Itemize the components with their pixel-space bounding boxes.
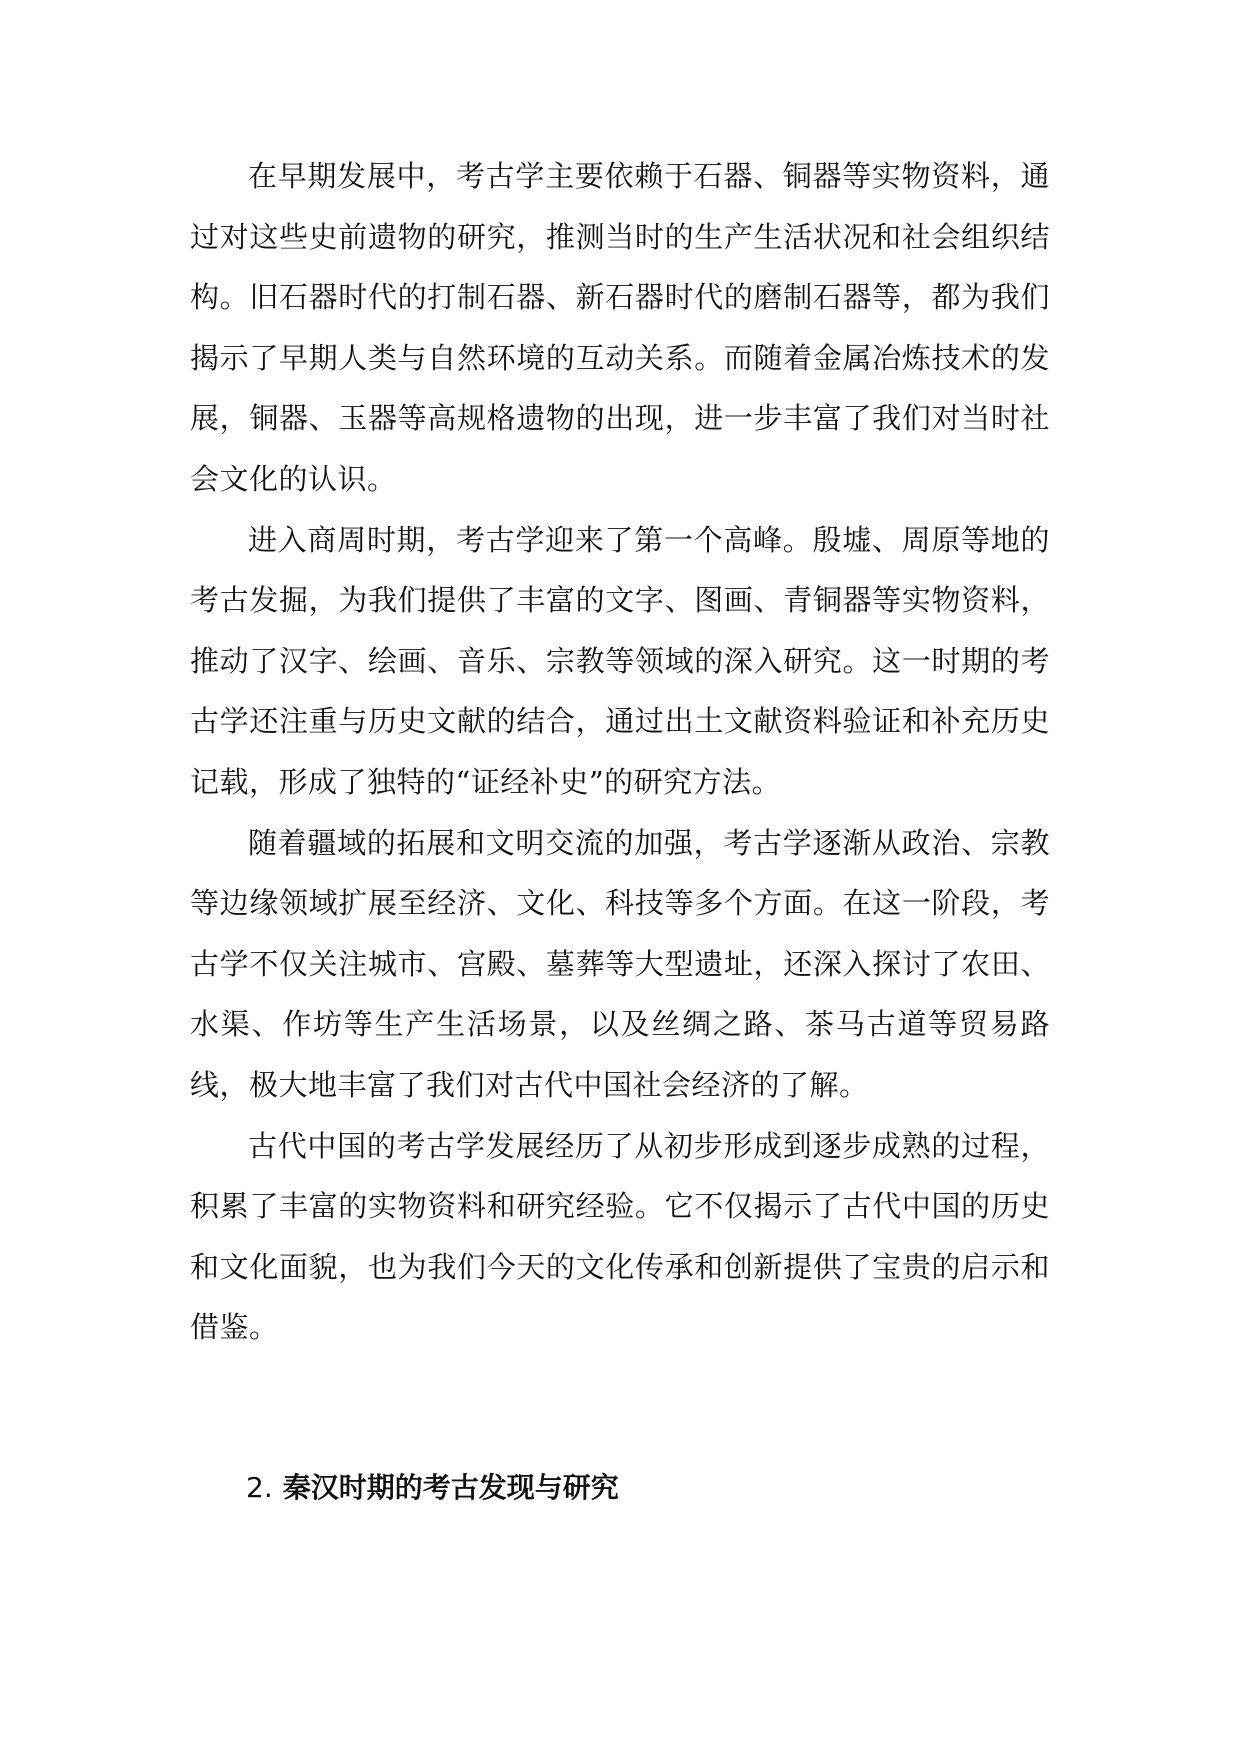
paragraph-shang-zhou: 进入商周时期，考古学迎来了第一个高峰。殷墟、周原等地的考古发掘，为我们提供了丰富的文字、图画、青铜器等实物资料，推动了汉字、绘画、音乐、宗教等领域的深入研究。这一时期的考古学还注重与历史文献的结合，通过出土文献资料验证和补充历史记载，形成了独特的“证经补史”的研究方法。 [190,522,1050,799]
paragraph-early-development: 在早期发展中，考古学主要依赖于石器、铜器等实物资料，通过对这些史前遗物的研究，推测当时的生产生活状况和社会组织结构。旧石器时代的打制石器、新石器时代的磨制石器等，都为我们揭示了早期人类与自然环境的互动关系。而随着金属冶炼技术的发展，铜器、玉器等高规格遗物的出现，进一步丰富了我们对当时社会文化的认识。 [190,159,1050,496]
section-title: 秦汉时期的考古发现与研究 [282,1471,619,1504]
section-heading [246,1468,619,1508]
section-number: 2. [246,1471,273,1504]
paragraph-territory-expansion: 随着疆域的拓展和文明交流的加强，考古学逐渐从政治、宗教等边缘领域扩展至经济、文化、科技等多个方面。在这一阶段，考古学不仅关注城市、宫殿、墓葬等大型遗址，还深入探讨了农田、水渠、作坊等生产生活场景，以及丝绸之路、茶马古道等贸易路线，极大地丰富了我们对古代中国社会经济的了解。 [190,825,1050,1102]
paragraph-summary: 古代中国的考古学发展经历了从初步形成到逐步成熟的过程，积累了丰富的实物资料和研究经验。它不仅揭示了古代中国的历史和文化面貌，也为我们今天的文化传承和创新提供了宝贵的启示和借鉴。 [190,1128,1050,1345]
document-body [190,146,1050,1358]
